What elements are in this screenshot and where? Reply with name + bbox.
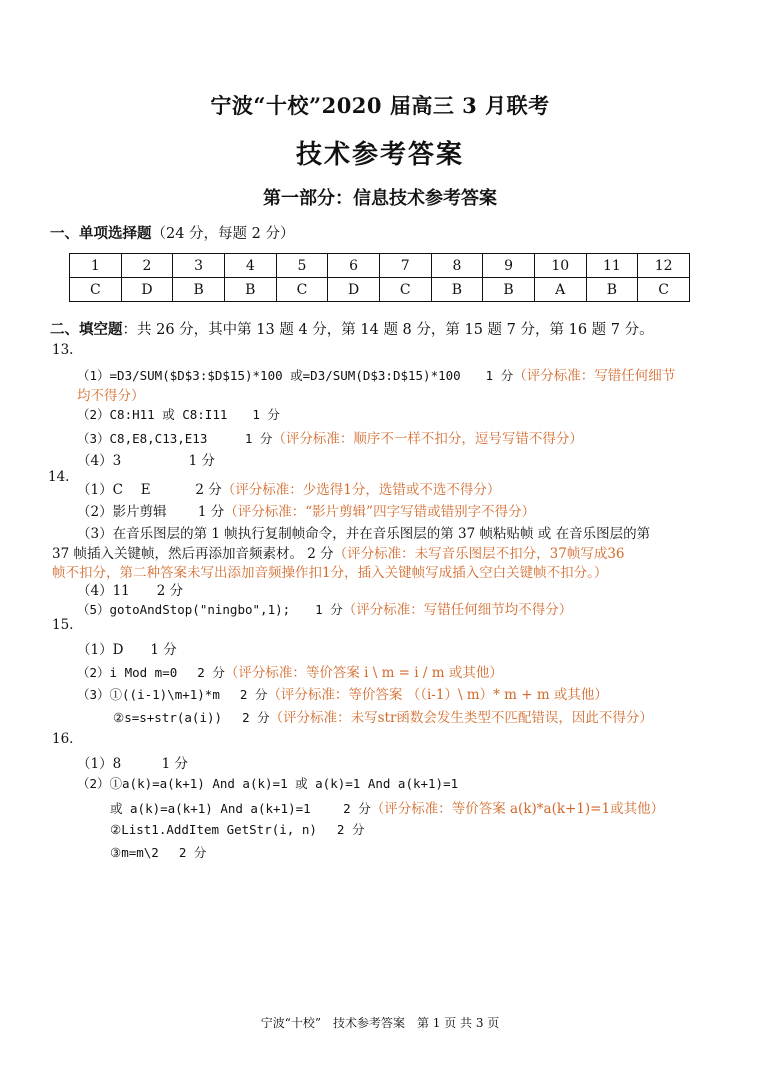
q16-answer-1: （1）8 1 分 [77, 756, 189, 772]
q16-answer-2: （2）①a(k)=a(k+1) And a(k)=1 或 a(k)=1 And a(k+1)=1 [77, 776, 459, 791]
q15-answer-2 [77, 661, 503, 681]
q14-answer-3c-note: 帧不扣分，第二种答案未写出添加音频操作扣1分，插入关键帧写成插入空白关键帧不扣分。） [52, 565, 608, 581]
q14-answer-1-text: （1）C E 2 分 [77, 482, 222, 498]
q13-answer-3-text: （3）C8,E8,C13,E13 1 分 [77, 431, 273, 446]
part1-heading [50, 222, 295, 243]
q15-number: 15. [52, 617, 74, 633]
q14-answer-1 [77, 478, 500, 498]
q14-answer-3a: （3）在音乐图层的第 1 帧执行复制帧命令，并在音乐图层的第 37 帧粘贴帧 或 在音乐图层的第 [77, 526, 651, 542]
q13-answer-1 [77, 364, 675, 384]
answer-cell: A [534, 278, 586, 302]
part2-heading [50, 318, 654, 339]
page-footer: 宁波“十校” 技术参考答案 第 1 页 共 3 页 [260, 1016, 500, 1030]
document-title: 宁波“十校”2020 届高三 3 月联考 [210, 93, 550, 118]
q15-answer-4-note: （评分标准：未写str函数会发生类型不匹配错误，因此不得分） [269, 710, 653, 726]
question-number: 10 [534, 254, 586, 278]
q13-answer-1-text: （1）=D3/SUM($D$3:$D$15)*100 或=D3/SUM(D$3:D$15)*100 1 分 [77, 368, 514, 383]
q14-answer-5 [77, 598, 572, 618]
q16-number: 16. [52, 731, 74, 747]
question-number: 5 [276, 254, 328, 278]
section-heading: 第一部分：信息技术参考答案 [263, 188, 497, 209]
q14-number: 14. [48, 469, 70, 485]
q13-answer-3 [77, 427, 583, 447]
q15-answer-4 [113, 706, 653, 726]
answer-cell: B [173, 278, 225, 302]
answer-cell: C [379, 278, 431, 302]
q14-answer-2-note: （评分标准：“影片剪辑”四字写错或错别字不得分） [224, 504, 536, 520]
q14-answer-3b [52, 542, 625, 562]
q13-answer-1-note: （评分标准：写错任何细节 [513, 368, 676, 384]
q14-answer-2-text: （2）影片剪辑 1 分 [77, 504, 225, 520]
answer-cell: B [586, 278, 638, 302]
answer-cell: D [328, 278, 380, 302]
q15-answer-2-note: （评分标准：等价答案 i \ m = i / m 或其他） [224, 665, 503, 681]
answer-cell: B [483, 278, 535, 302]
q13-answer-1-note-cont: 均不得分） [77, 388, 145, 404]
q15-answer-4-text: ②s=s+str(a(i)) 2 分 [113, 710, 270, 725]
q14-answer-3b-note: （评分标准：未写音乐图层不扣分，37帧写成36 [333, 546, 625, 562]
q15-answer-3-note: （评分标准：等价答案 （（i-1）\ m）* m + m 或其他） [267, 687, 608, 703]
question-number: 9 [483, 254, 535, 278]
question-number: 11 [586, 254, 638, 278]
q16-answer-3-note: （评分标准：等价答案 a(k)*a(k+1)=1或其他） [370, 801, 665, 817]
q15-answer-3-text: （3）①((i-1)\m+1)*m 2 分 [77, 687, 268, 702]
q16-answer-4: ②List1.AddItem GetStr(i, n) 2 分 [110, 822, 365, 837]
answer-cell: B [431, 278, 483, 302]
question-number: 7 [379, 254, 431, 278]
q13-answer-4: （4）3 1 分 [77, 453, 216, 469]
answer-cell: C [638, 278, 690, 302]
question-number: 1 [70, 254, 122, 278]
q14-answer-3b-text: 37 帧插入关键帧，然后再添加音频素材。 2 分 [52, 546, 334, 562]
answer-table-number-row [70, 254, 690, 278]
q13-answer-3-note: （评分标准：顺序不一样不扣分，逗号写错不得分） [272, 431, 583, 447]
question-number: 6 [328, 254, 380, 278]
q15-answer-1: （1）D 1 分 [77, 642, 177, 658]
q15-answer-3 [77, 683, 608, 703]
answer-cell: C [70, 278, 122, 302]
q14-answer-1-note: （评分标准：少选得1分，选错或不选不得分） [221, 482, 501, 498]
q14-answer-4: （4）11 2 分 [77, 583, 184, 599]
q15-answer-2-text: （2）i Mod m=0 2 分 [77, 665, 225, 680]
part1-label: 一、单项选择题 [50, 225, 152, 242]
answer-table [69, 253, 690, 302]
q13-number: 13. [52, 342, 74, 358]
part1-info: （24 分，每题 2 分） [151, 226, 295, 242]
q16-answer-3-text: 或 a(k)=a(k+1) And a(k+1)=1 2 分 [110, 801, 371, 816]
document-subtitle: 技术参考答案 [295, 140, 464, 170]
q14-answer-5-text: （5）gotoAndStop("ningbo",1); 1 分 [77, 602, 343, 617]
question-number: 8 [431, 254, 483, 278]
question-number: 2 [121, 254, 173, 278]
q13-answer-2: （2）C8:H11 或 C8:I11 1 分 [77, 407, 280, 422]
part2-info: ：共 26 分，其中第 13 题 4 分，第 14 题 8 分，第 15 题 7 分，第 16 题 7 分。 [122, 322, 654, 338]
q16-answer-3 [110, 797, 664, 817]
answer-table-answer-row [70, 278, 690, 302]
question-number: 12 [638, 254, 690, 278]
q14-answer-5-note: （评分标准：写错任何细节均不得分） [342, 602, 573, 618]
answer-cell: D [121, 278, 173, 302]
part2-label: 二、填空题 [50, 321, 123, 338]
answer-cell: B [224, 278, 276, 302]
q14-answer-2 [77, 500, 535, 520]
question-number: 3 [173, 254, 225, 278]
answer-cell: C [276, 278, 328, 302]
question-number: 4 [224, 254, 276, 278]
q16-answer-5: ③m=m\2 2 分 [110, 845, 207, 860]
